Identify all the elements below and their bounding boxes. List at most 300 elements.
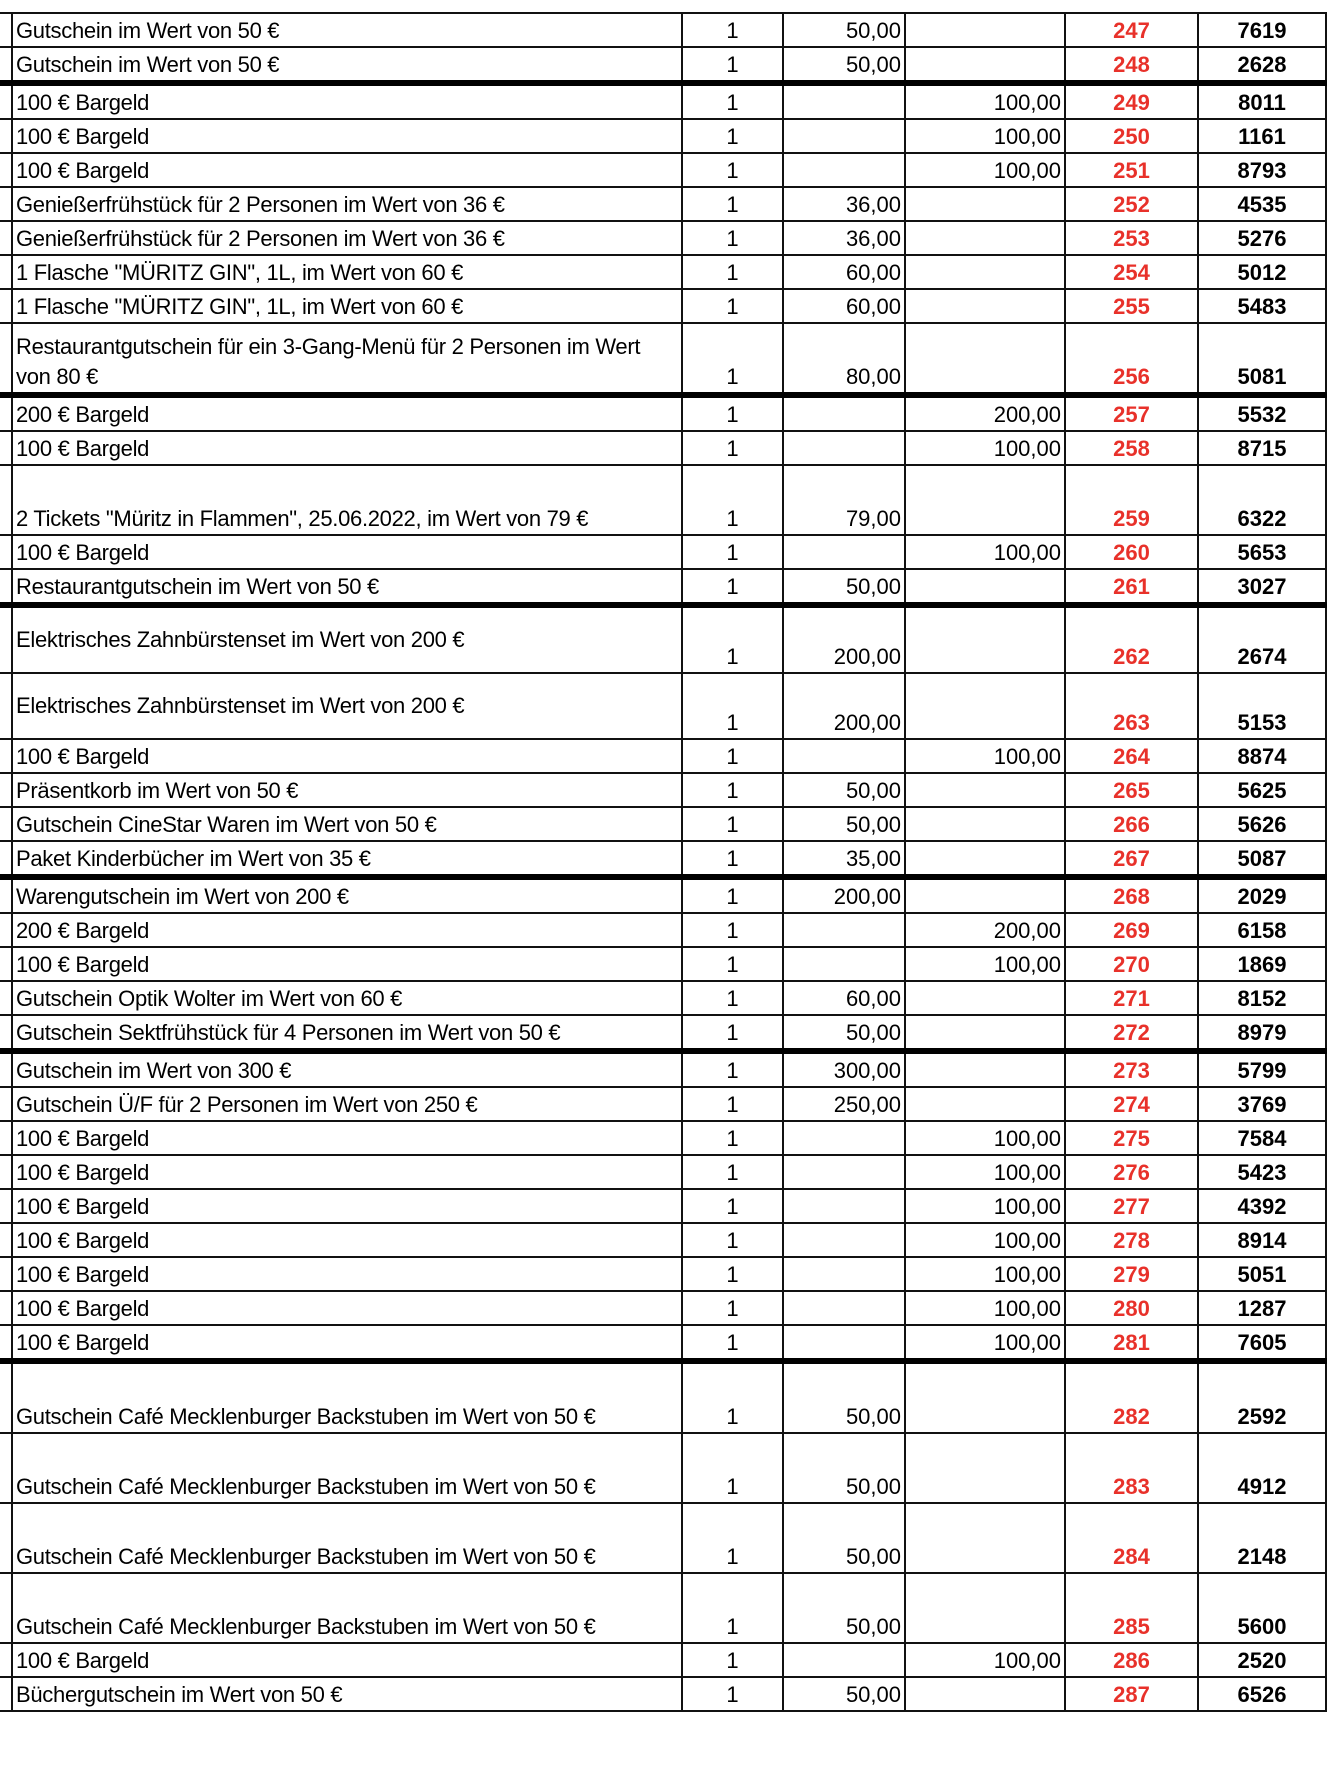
ticket-code-cell: 5626 bbox=[1198, 807, 1326, 841]
row-margin-cell bbox=[0, 673, 12, 739]
table-row bbox=[0, 431, 1326, 465]
row-margin-cell bbox=[0, 1325, 12, 1361]
quantity-cell: 1 bbox=[682, 187, 783, 221]
cash-value-cell bbox=[905, 1087, 1065, 1121]
table-row bbox=[0, 1087, 1326, 1121]
goods-value-cell bbox=[783, 947, 905, 981]
quantity-cell: 1 bbox=[682, 913, 783, 947]
row-margin-cell bbox=[0, 465, 12, 535]
cash-value-cell: 100,00 bbox=[905, 1121, 1065, 1155]
quantity-cell: 1 bbox=[682, 431, 783, 465]
ticket-code-cell: 3769 bbox=[1198, 1087, 1326, 1121]
table-row bbox=[0, 1051, 1326, 1087]
lot-number-cell: 275 bbox=[1065, 1121, 1198, 1155]
row-margin-cell bbox=[0, 119, 12, 153]
cash-value-cell: 200,00 bbox=[905, 395, 1065, 431]
cash-value-cell bbox=[905, 1677, 1065, 1711]
table-row bbox=[0, 119, 1326, 153]
goods-value-cell: 50,00 bbox=[783, 1677, 905, 1711]
goods-value-cell bbox=[783, 1189, 905, 1223]
ticket-code-cell: 5276 bbox=[1198, 221, 1326, 255]
goods-value-cell: 50,00 bbox=[783, 807, 905, 841]
prize-description: Präsentkorb im Wert von 50 € bbox=[12, 773, 682, 807]
table-row bbox=[0, 1291, 1326, 1325]
lot-number-cell: 286 bbox=[1065, 1643, 1198, 1677]
lot-number-cell: 285 bbox=[1065, 1573, 1198, 1643]
quantity-cell: 1 bbox=[682, 47, 783, 83]
prize-description: Gutschein Sektfrühstück für 4 Personen im Wert von 50 € bbox=[12, 1015, 682, 1051]
ticket-code-cell: 5081 bbox=[1198, 323, 1326, 395]
cash-value-cell: 100,00 bbox=[905, 1257, 1065, 1291]
row-margin-cell bbox=[0, 1121, 12, 1155]
cash-value-cell bbox=[905, 877, 1065, 913]
quantity-cell: 1 bbox=[682, 221, 783, 255]
prize-description: 100 € Bargeld bbox=[12, 1121, 682, 1155]
goods-value-cell: 50,00 bbox=[783, 1573, 905, 1643]
prize-description: Genießerfrühstück für 2 Personen im Wert von 36 € bbox=[12, 221, 682, 255]
lot-number-cell: 255 bbox=[1065, 289, 1198, 323]
ticket-code-cell: 5087 bbox=[1198, 841, 1326, 877]
quantity-cell: 1 bbox=[682, 773, 783, 807]
cash-value-cell: 100,00 bbox=[905, 1189, 1065, 1223]
quantity-cell: 1 bbox=[682, 1051, 783, 1087]
row-margin-cell bbox=[0, 947, 12, 981]
table-row bbox=[0, 187, 1326, 221]
table-row bbox=[0, 739, 1326, 773]
goods-value-cell bbox=[783, 395, 905, 431]
row-margin-cell bbox=[0, 1573, 12, 1643]
row-margin-cell bbox=[0, 1189, 12, 1223]
table-row bbox=[0, 1433, 1326, 1503]
ticket-code-cell: 5153 bbox=[1198, 673, 1326, 739]
goods-value-cell bbox=[783, 1257, 905, 1291]
ticket-code-cell: 6158 bbox=[1198, 913, 1326, 947]
table-row bbox=[0, 773, 1326, 807]
cash-value-cell bbox=[905, 289, 1065, 323]
goods-value-cell: 50,00 bbox=[783, 47, 905, 83]
row-margin-cell bbox=[0, 739, 12, 773]
quantity-cell: 1 bbox=[682, 947, 783, 981]
row-margin-cell bbox=[0, 913, 12, 947]
cash-value-cell: 100,00 bbox=[905, 1155, 1065, 1189]
goods-value-cell: 300,00 bbox=[783, 1051, 905, 1087]
table-row bbox=[0, 1223, 1326, 1257]
goods-value-cell bbox=[783, 1121, 905, 1155]
goods-value-cell: 60,00 bbox=[783, 255, 905, 289]
ticket-code-cell: 7619 bbox=[1198, 13, 1326, 47]
table-row bbox=[0, 153, 1326, 187]
ticket-code-cell: 2148 bbox=[1198, 1503, 1326, 1573]
quantity-cell: 1 bbox=[682, 535, 783, 569]
cash-value-cell bbox=[905, 569, 1065, 605]
cash-value-cell: 100,00 bbox=[905, 947, 1065, 981]
lot-number-cell: 271 bbox=[1065, 981, 1198, 1015]
quantity-cell: 1 bbox=[682, 1257, 783, 1291]
table-row bbox=[0, 395, 1326, 431]
ticket-code-cell: 8011 bbox=[1198, 83, 1326, 119]
table-row bbox=[0, 323, 1326, 395]
table-row bbox=[0, 947, 1326, 981]
row-margin-cell bbox=[0, 1677, 12, 1711]
cash-value-cell: 100,00 bbox=[905, 739, 1065, 773]
goods-value-cell: 200,00 bbox=[783, 605, 905, 673]
ticket-code-cell: 2520 bbox=[1198, 1643, 1326, 1677]
row-margin-cell bbox=[0, 1051, 12, 1087]
table-row bbox=[0, 569, 1326, 605]
cash-value-cell: 100,00 bbox=[905, 431, 1065, 465]
quantity-cell: 1 bbox=[682, 395, 783, 431]
table-row bbox=[0, 221, 1326, 255]
row-margin-cell bbox=[0, 841, 12, 877]
prize-description: 100 € Bargeld bbox=[12, 119, 682, 153]
cash-value-cell: 100,00 bbox=[905, 119, 1065, 153]
table-row bbox=[0, 465, 1326, 535]
goods-value-cell: 80,00 bbox=[783, 323, 905, 395]
table-row bbox=[0, 673, 1326, 739]
cash-value-cell: 100,00 bbox=[905, 535, 1065, 569]
goods-value-cell bbox=[783, 1291, 905, 1325]
ticket-code-cell: 1287 bbox=[1198, 1291, 1326, 1325]
ticket-code-cell: 2592 bbox=[1198, 1361, 1326, 1433]
lot-number-cell: 278 bbox=[1065, 1223, 1198, 1257]
row-margin-cell bbox=[0, 153, 12, 187]
lot-number-cell: 272 bbox=[1065, 1015, 1198, 1051]
table-row bbox=[0, 1189, 1326, 1223]
prize-description: 1 Flasche "MÜRITZ GIN", 1L, im Wert von 60 € bbox=[12, 255, 682, 289]
row-margin-cell bbox=[0, 535, 12, 569]
prize-description: Restaurantgutschein im Wert von 50 € bbox=[12, 569, 682, 605]
prize-description: Elektrisches Zahnbürstenset im Wert von 200 € bbox=[12, 673, 682, 739]
ticket-code-cell: 5483 bbox=[1198, 289, 1326, 323]
quantity-cell: 1 bbox=[682, 83, 783, 119]
goods-value-cell: 35,00 bbox=[783, 841, 905, 877]
quantity-cell: 1 bbox=[682, 1503, 783, 1573]
goods-value-cell: 200,00 bbox=[783, 877, 905, 913]
lot-number-cell: 265 bbox=[1065, 773, 1198, 807]
cash-value-cell bbox=[905, 465, 1065, 535]
quantity-cell: 1 bbox=[682, 1291, 783, 1325]
cash-value-cell bbox=[905, 841, 1065, 877]
goods-value-cell bbox=[783, 119, 905, 153]
prize-description: Gutschein CineStar Waren im Wert von 50 € bbox=[12, 807, 682, 841]
goods-value-cell: 50,00 bbox=[783, 569, 905, 605]
prize-description: 100 € Bargeld bbox=[12, 153, 682, 187]
lot-number-cell: 264 bbox=[1065, 739, 1198, 773]
cash-value-cell bbox=[905, 323, 1065, 395]
prize-table bbox=[0, 12, 1327, 1712]
cash-value-cell bbox=[905, 1503, 1065, 1573]
lot-number-cell: 261 bbox=[1065, 569, 1198, 605]
table-row bbox=[0, 1643, 1326, 1677]
lot-number-cell: 280 bbox=[1065, 1291, 1198, 1325]
ticket-code-cell: 2628 bbox=[1198, 47, 1326, 83]
lot-number-cell: 270 bbox=[1065, 947, 1198, 981]
row-margin-cell bbox=[0, 83, 12, 119]
prize-description: 200 € Bargeld bbox=[12, 913, 682, 947]
quantity-cell: 1 bbox=[682, 841, 783, 877]
prize-description: 100 € Bargeld bbox=[12, 947, 682, 981]
table-row bbox=[0, 289, 1326, 323]
cash-value-cell: 100,00 bbox=[905, 83, 1065, 119]
prize-list-sheet bbox=[0, 12, 1326, 1712]
goods-value-cell bbox=[783, 739, 905, 773]
prize-description: 100 € Bargeld bbox=[12, 1325, 682, 1361]
row-margin-cell bbox=[0, 1015, 12, 1051]
cash-value-cell bbox=[905, 773, 1065, 807]
quantity-cell: 1 bbox=[682, 605, 783, 673]
table-row bbox=[0, 807, 1326, 841]
prize-description: 1 Flasche "MÜRITZ GIN", 1L, im Wert von 60 € bbox=[12, 289, 682, 323]
goods-value-cell bbox=[783, 83, 905, 119]
quantity-cell: 1 bbox=[682, 981, 783, 1015]
cash-value-cell bbox=[905, 1015, 1065, 1051]
ticket-code-cell: 8874 bbox=[1198, 739, 1326, 773]
goods-value-cell: 50,00 bbox=[783, 1503, 905, 1573]
prize-description: Gutschein Café Mecklenburger Backstuben im Wert von 50 € bbox=[12, 1361, 682, 1433]
row-margin-cell bbox=[0, 1361, 12, 1433]
quantity-cell: 1 bbox=[682, 1121, 783, 1155]
quantity-cell: 1 bbox=[682, 289, 783, 323]
ticket-code-cell: 6322 bbox=[1198, 465, 1326, 535]
row-margin-cell bbox=[0, 807, 12, 841]
ticket-code-cell: 7605 bbox=[1198, 1325, 1326, 1361]
row-margin-cell bbox=[0, 1223, 12, 1257]
table-row bbox=[0, 1257, 1326, 1291]
cash-value-cell bbox=[905, 981, 1065, 1015]
table-row bbox=[0, 1015, 1326, 1051]
lot-number-cell: 282 bbox=[1065, 1361, 1198, 1433]
table-row bbox=[0, 1503, 1326, 1573]
row-margin-cell bbox=[0, 605, 12, 673]
table-row bbox=[0, 13, 1326, 47]
prize-description: Restaurantgutschein für ein 3-Gang-Menü für 2 Personen im Wert von 80 € bbox=[12, 323, 682, 395]
prize-description: Elektrisches Zahnbürstenset im Wert von 200 € bbox=[12, 605, 682, 673]
prize-description: Gutschein im Wert von 50 € bbox=[12, 47, 682, 83]
quantity-cell: 1 bbox=[682, 807, 783, 841]
table-row bbox=[0, 47, 1326, 83]
cash-value-cell: 100,00 bbox=[905, 1223, 1065, 1257]
quantity-cell: 1 bbox=[682, 465, 783, 535]
table-row bbox=[0, 877, 1326, 913]
prize-description: 100 € Bargeld bbox=[12, 1643, 682, 1677]
ticket-code-cell: 4535 bbox=[1198, 187, 1326, 221]
ticket-code-cell: 8715 bbox=[1198, 431, 1326, 465]
row-margin-cell bbox=[0, 1643, 12, 1677]
goods-value-cell bbox=[783, 913, 905, 947]
row-margin-cell bbox=[0, 1257, 12, 1291]
prize-description: 100 € Bargeld bbox=[12, 83, 682, 119]
cash-value-cell bbox=[905, 13, 1065, 47]
row-margin-cell bbox=[0, 289, 12, 323]
lot-number-cell: 258 bbox=[1065, 431, 1198, 465]
cash-value-cell bbox=[905, 47, 1065, 83]
table-row bbox=[0, 255, 1326, 289]
quantity-cell: 1 bbox=[682, 569, 783, 605]
lot-number-cell: 257 bbox=[1065, 395, 1198, 431]
ticket-code-cell: 8979 bbox=[1198, 1015, 1326, 1051]
goods-value-cell: 50,00 bbox=[783, 1361, 905, 1433]
table-row bbox=[0, 1677, 1326, 1711]
goods-value-cell: 36,00 bbox=[783, 221, 905, 255]
quantity-cell: 1 bbox=[682, 13, 783, 47]
goods-value-cell bbox=[783, 535, 905, 569]
ticket-code-cell: 5423 bbox=[1198, 1155, 1326, 1189]
prize-description: 100 € Bargeld bbox=[12, 1155, 682, 1189]
row-margin-cell bbox=[0, 1291, 12, 1325]
prize-description: 100 € Bargeld bbox=[12, 1291, 682, 1325]
lot-number-cell: 256 bbox=[1065, 323, 1198, 395]
lot-number-cell: 262 bbox=[1065, 605, 1198, 673]
cash-value-cell bbox=[905, 673, 1065, 739]
prize-description: Gutschein Café Mecklenburger Backstuben im Wert von 50 € bbox=[12, 1573, 682, 1643]
quantity-cell: 1 bbox=[682, 255, 783, 289]
cash-value-cell bbox=[905, 1573, 1065, 1643]
lot-number-cell: 267 bbox=[1065, 841, 1198, 877]
goods-value-cell bbox=[783, 1155, 905, 1189]
table-row bbox=[0, 605, 1326, 673]
cash-value-cell bbox=[905, 605, 1065, 673]
quantity-cell: 1 bbox=[682, 1643, 783, 1677]
goods-value-cell: 50,00 bbox=[783, 1433, 905, 1503]
ticket-code-cell: 4912 bbox=[1198, 1433, 1326, 1503]
prize-table-body bbox=[0, 13, 1326, 1711]
lot-number-cell: 266 bbox=[1065, 807, 1198, 841]
lot-number-cell: 279 bbox=[1065, 1257, 1198, 1291]
goods-value-cell: 50,00 bbox=[783, 13, 905, 47]
lot-number-cell: 252 bbox=[1065, 187, 1198, 221]
quantity-cell: 1 bbox=[682, 153, 783, 187]
quantity-cell: 1 bbox=[682, 1087, 783, 1121]
goods-value-cell: 50,00 bbox=[783, 773, 905, 807]
quantity-cell: 1 bbox=[682, 1573, 783, 1643]
ticket-code-cell: 1161 bbox=[1198, 119, 1326, 153]
prize-description: 100 € Bargeld bbox=[12, 431, 682, 465]
quantity-cell: 1 bbox=[682, 1189, 783, 1223]
cash-value-cell bbox=[905, 221, 1065, 255]
ticket-code-cell: 8914 bbox=[1198, 1223, 1326, 1257]
ticket-code-cell: 8152 bbox=[1198, 981, 1326, 1015]
prize-description: 2 Tickets "Müritz in Flammen", 25.06.2022, im Wert von 79 € bbox=[12, 465, 682, 535]
ticket-code-cell: 2674 bbox=[1198, 605, 1326, 673]
lot-number-cell: 277 bbox=[1065, 1189, 1198, 1223]
goods-value-cell: 79,00 bbox=[783, 465, 905, 535]
table-row bbox=[0, 841, 1326, 877]
ticket-code-cell: 7584 bbox=[1198, 1121, 1326, 1155]
lot-number-cell: 253 bbox=[1065, 221, 1198, 255]
goods-value-cell bbox=[783, 1643, 905, 1677]
row-margin-cell bbox=[0, 221, 12, 255]
quantity-cell: 1 bbox=[682, 673, 783, 739]
quantity-cell: 1 bbox=[682, 1325, 783, 1361]
table-row bbox=[0, 981, 1326, 1015]
ticket-code-cell: 5625 bbox=[1198, 773, 1326, 807]
ticket-code-cell: 1869 bbox=[1198, 947, 1326, 981]
lot-number-cell: 250 bbox=[1065, 119, 1198, 153]
table-row bbox=[0, 1361, 1326, 1433]
cash-value-cell: 100,00 bbox=[905, 1325, 1065, 1361]
cash-value-cell bbox=[905, 807, 1065, 841]
lot-number-cell: 287 bbox=[1065, 1677, 1198, 1711]
prize-description: 100 € Bargeld bbox=[12, 739, 682, 773]
goods-value-cell: 60,00 bbox=[783, 981, 905, 1015]
row-margin-cell bbox=[0, 1433, 12, 1503]
cash-value-cell bbox=[905, 1361, 1065, 1433]
lot-number-cell: 284 bbox=[1065, 1503, 1198, 1573]
prize-description: 100 € Bargeld bbox=[12, 1189, 682, 1223]
table-row bbox=[0, 83, 1326, 119]
cash-value-cell: 100,00 bbox=[905, 1643, 1065, 1677]
ticket-code-cell: 8793 bbox=[1198, 153, 1326, 187]
goods-value-cell bbox=[783, 1325, 905, 1361]
quantity-cell: 1 bbox=[682, 119, 783, 153]
prize-description: Gutschein im Wert von 300 € bbox=[12, 1051, 682, 1087]
lot-number-cell: 260 bbox=[1065, 535, 1198, 569]
cash-value-cell: 100,00 bbox=[905, 153, 1065, 187]
lot-number-cell: 254 bbox=[1065, 255, 1198, 289]
ticket-code-cell: 5051 bbox=[1198, 1257, 1326, 1291]
lot-number-cell: 269 bbox=[1065, 913, 1198, 947]
goods-value-cell: 200,00 bbox=[783, 673, 905, 739]
row-margin-cell bbox=[0, 255, 12, 289]
goods-value-cell: 36,00 bbox=[783, 187, 905, 221]
lot-number-cell: 283 bbox=[1065, 1433, 1198, 1503]
goods-value-cell bbox=[783, 431, 905, 465]
lot-number-cell: 247 bbox=[1065, 13, 1198, 47]
prize-description: 200 € Bargeld bbox=[12, 395, 682, 431]
prize-description: Gutschein Optik Wolter im Wert von 60 € bbox=[12, 981, 682, 1015]
cash-value-cell bbox=[905, 1433, 1065, 1503]
prize-description: Büchergutschein im Wert von 50 € bbox=[12, 1677, 682, 1711]
cash-value-cell bbox=[905, 1051, 1065, 1087]
table-row bbox=[0, 1121, 1326, 1155]
lot-number-cell: 263 bbox=[1065, 673, 1198, 739]
quantity-cell: 1 bbox=[682, 1223, 783, 1257]
ticket-code-cell: 5653 bbox=[1198, 535, 1326, 569]
prize-description: Gutschein Ü/F für 2 Personen im Wert von 250 € bbox=[12, 1087, 682, 1121]
ticket-code-cell: 2029 bbox=[1198, 877, 1326, 913]
quantity-cell: 1 bbox=[682, 1677, 783, 1711]
ticket-code-cell: 5532 bbox=[1198, 395, 1326, 431]
row-margin-cell bbox=[0, 395, 12, 431]
prize-description: Genießerfrühstück für 2 Personen im Wert von 36 € bbox=[12, 187, 682, 221]
row-margin-cell bbox=[0, 47, 12, 83]
prize-description: Gutschein Café Mecklenburger Backstuben im Wert von 50 € bbox=[12, 1433, 682, 1503]
goods-value-cell: 50,00 bbox=[783, 1015, 905, 1051]
table-row bbox=[0, 1155, 1326, 1189]
row-margin-cell bbox=[0, 323, 12, 395]
lot-number-cell: 248 bbox=[1065, 47, 1198, 83]
row-margin-cell bbox=[0, 1503, 12, 1573]
quantity-cell: 1 bbox=[682, 323, 783, 395]
row-margin-cell bbox=[0, 981, 12, 1015]
prize-description: 100 € Bargeld bbox=[12, 1257, 682, 1291]
cash-value-cell bbox=[905, 255, 1065, 289]
prize-description: Warengutschein im Wert von 200 € bbox=[12, 877, 682, 913]
ticket-code-cell: 6526 bbox=[1198, 1677, 1326, 1711]
lot-number-cell: 249 bbox=[1065, 83, 1198, 119]
row-margin-cell bbox=[0, 773, 12, 807]
goods-value-cell bbox=[783, 1223, 905, 1257]
row-margin-cell bbox=[0, 1087, 12, 1121]
lot-number-cell: 276 bbox=[1065, 1155, 1198, 1189]
lot-number-cell: 273 bbox=[1065, 1051, 1198, 1087]
row-margin-cell bbox=[0, 877, 12, 913]
quantity-cell: 1 bbox=[682, 1433, 783, 1503]
quantity-cell: 1 bbox=[682, 1361, 783, 1433]
quantity-cell: 1 bbox=[682, 1015, 783, 1051]
row-margin-cell bbox=[0, 1155, 12, 1189]
prize-description: 100 € Bargeld bbox=[12, 1223, 682, 1257]
